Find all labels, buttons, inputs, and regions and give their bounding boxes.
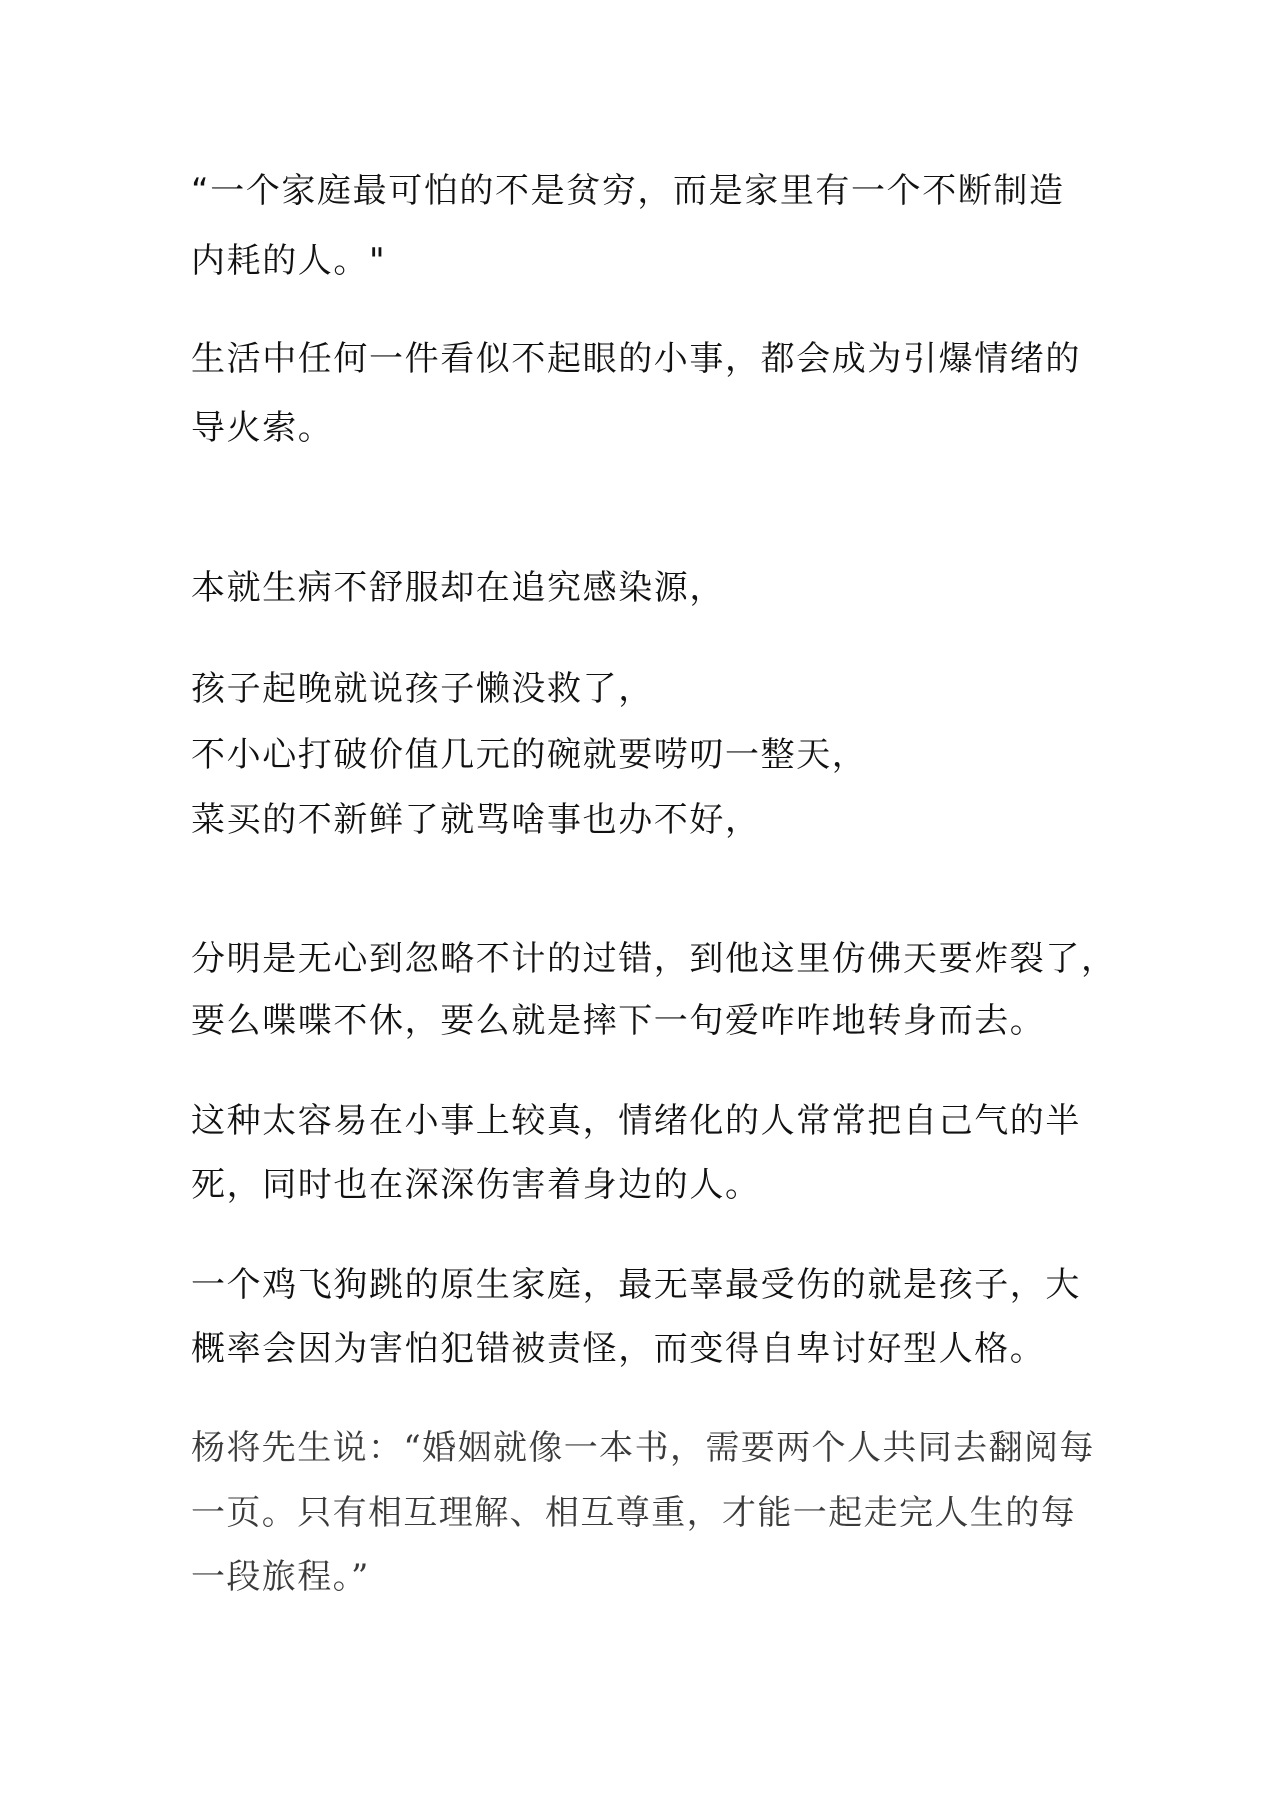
text-line: 孩子起晚就说孩子懒没救了， [191, 669, 654, 709]
text-line: 内耗的人。" [191, 241, 387, 281]
text-line: 这种太容易在小事上较真，情绪化的人常常把自己气的半 [191, 1101, 1081, 1141]
text-line: 导火索。 [191, 408, 334, 448]
text-line: 一个鸡飞狗跳的原生家庭，最无辜最受伤的就是孩子，大 [191, 1265, 1081, 1305]
text-line: 要么喋喋不休，要么就是摔下一句爱咋咋地转身而去。 [191, 1001, 1046, 1041]
text-line: 死，同时也在深深伤害着身边的人。 [191, 1165, 761, 1205]
text-line: 分明是无心到忽略不计的过错，到他这里仿佛天要炸裂了， [191, 939, 1117, 979]
text-line: 一页。只有相互理解、相互尊重，才能一起走完人生的每 [191, 1493, 1076, 1533]
text-line: 概率会因为害怕犯错被责怪，而变得自卑讨好型人格。 [191, 1329, 1046, 1369]
text-line: 本就生病不舒服却在追究感染源， [191, 568, 725, 608]
text-line: 生活中任何一件看似不起眼的小事，都会成为引爆情绪的 [191, 339, 1081, 379]
text-line: 菜买的不新鲜了就骂啥事也办不好， [191, 800, 761, 840]
text-line: 一段旅程。” [191, 1557, 370, 1597]
text-line: 不小心打破价值几元的碗就要唠叨一整天， [191, 735, 868, 775]
text-line: 杨将先生说：“婚姻就像一本书，需要两个人共同去翻阅每 [191, 1428, 1095, 1468]
text-line: “一个家庭最可怕的不是贫穷，而是家里有一个不断制造 [191, 171, 1065, 211]
